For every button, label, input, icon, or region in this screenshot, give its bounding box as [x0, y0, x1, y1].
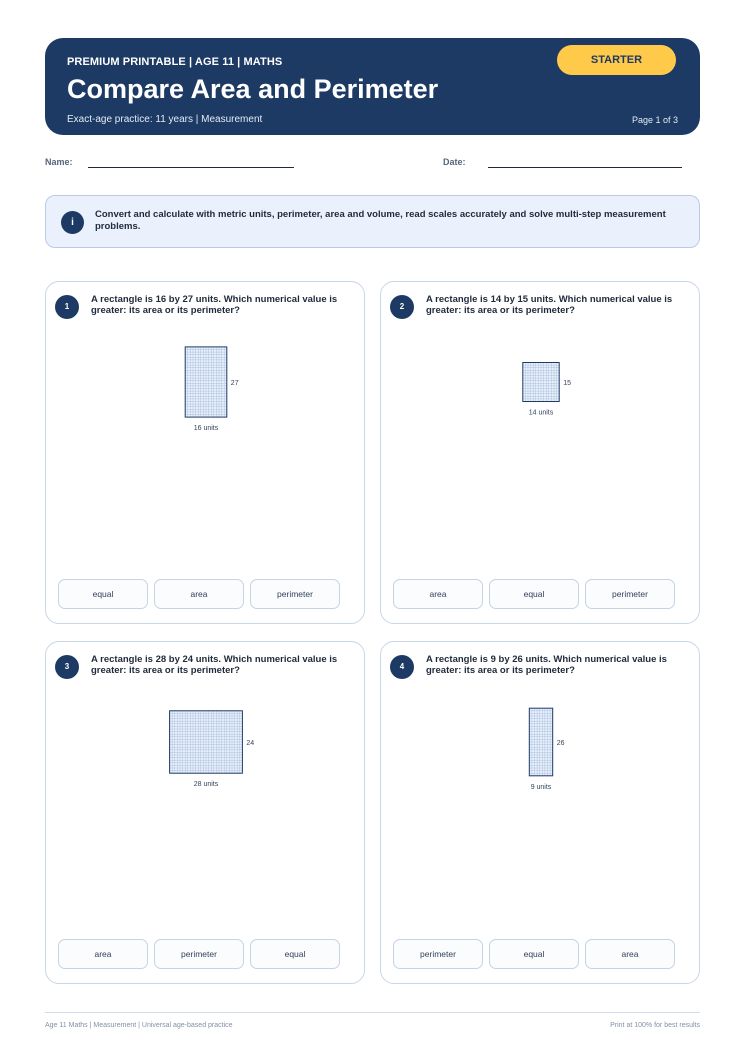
- answer-option[interactable]: area: [58, 939, 148, 969]
- height-label: 15: [563, 380, 571, 387]
- question-text: A rectangle is 14 by 15 units. Which numerical value is greater: its area or its perimeter?: [426, 294, 673, 316]
- answer-option[interactable]: equal: [489, 939, 579, 969]
- answer-option[interactable]: perimeter: [154, 939, 244, 969]
- name-line[interactable]: [88, 167, 294, 168]
- answer-options: [393, 579, 675, 609]
- unit-grid: [170, 711, 243, 773]
- footer-divider: [45, 1012, 700, 1013]
- rectangle-diagram: [46, 642, 366, 932]
- answer-option[interactable]: area: [154, 579, 244, 609]
- answer-option[interactable]: area: [393, 579, 483, 609]
- question-card-4: [380, 641, 700, 984]
- footer-left: Age 11 Maths | Measurement | Universal age-based practice: [45, 1022, 233, 1029]
- height-label: 24: [246, 740, 255, 747]
- question-number: 3: [55, 655, 79, 679]
- date-line[interactable]: [488, 167, 682, 168]
- question-number: 1: [55, 295, 79, 319]
- answer-option[interactable]: equal: [58, 579, 148, 609]
- question-card-2: [380, 281, 700, 624]
- height-label: 26: [556, 740, 565, 747]
- info-text: Convert and calculate with metric units, perimeter, area and volume, read scales accurately and solve multi-step measurement problems.: [95, 209, 666, 232]
- footer-right: Print at 100% for best results: [610, 1022, 700, 1029]
- question-text: A rectangle is 16 by 27 units. Which numerical value is greater: its area or its perimeter?: [91, 294, 338, 316]
- level-badge: STARTER: [557, 45, 676, 75]
- rectangle-diagram: [46, 282, 366, 572]
- answer-option[interactable]: equal: [489, 579, 579, 609]
- question-card-3: [45, 641, 365, 984]
- answer-options: [58, 579, 340, 609]
- header-subtitle: Exact-age practice: 11 years | Measurement: [67, 114, 263, 125]
- page-number: Page 1 of 3: [631, 115, 678, 125]
- unit-grid: [529, 708, 552, 776]
- answer-option[interactable]: perimeter: [250, 579, 340, 609]
- answer-options: [393, 939, 675, 969]
- page-title: Compare Area and Perimeter: [67, 74, 439, 104]
- width-label: 9 units: [530, 783, 552, 791]
- unit-grid: [523, 363, 559, 402]
- info-icon: i: [61, 211, 84, 234]
- rectangle-diagram: [381, 282, 701, 572]
- info-callout: [45, 195, 700, 248]
- rectangle-diagram: [381, 642, 701, 932]
- header-kicker: PREMIUM PRINTABLE | AGE 11 | MATHS: [67, 56, 283, 68]
- height-label: 27: [230, 380, 239, 387]
- question-text: A rectangle is 9 by 26 units. Which numerical value is greater: its area or its perimeter?: [426, 654, 667, 676]
- question-card-1: [45, 281, 365, 624]
- width-label: 16 units: [193, 425, 219, 433]
- answer-options: [58, 939, 340, 969]
- question-text: A rectangle is 28 by 24 units. Which numerical value is greater: its area or its perimeter?: [91, 654, 338, 676]
- answer-option[interactable]: equal: [250, 939, 340, 969]
- question-number: 4: [390, 655, 414, 679]
- answer-option[interactable]: perimeter: [393, 939, 483, 969]
- header-banner: [45, 38, 700, 135]
- answer-option[interactable]: perimeter: [585, 579, 675, 609]
- answer-option[interactable]: area: [585, 939, 675, 969]
- unit-grid: [185, 347, 227, 417]
- name-label: Name:: [45, 157, 73, 167]
- question-number: 2: [390, 295, 414, 319]
- date-label: Date:: [443, 157, 466, 167]
- width-label: 28 units: [193, 781, 219, 789]
- width-label: 14 units: [528, 409, 554, 417]
